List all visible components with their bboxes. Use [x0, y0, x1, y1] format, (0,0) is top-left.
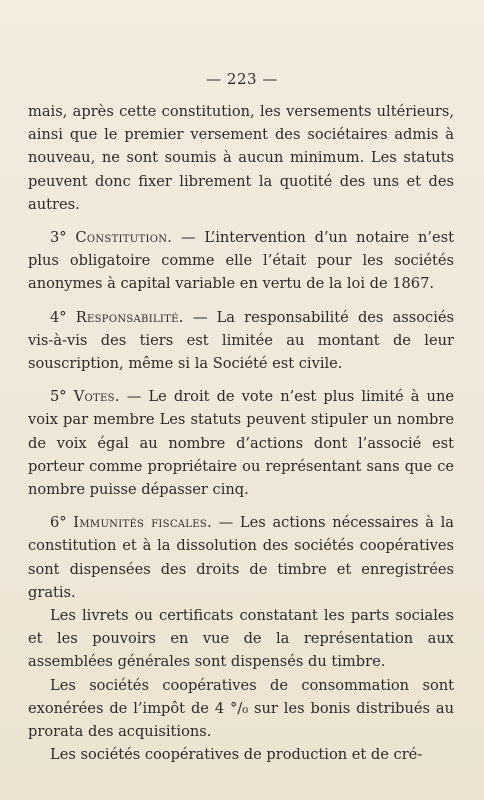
paragraph-responsabilite — [28, 306, 454, 376]
paragraph-text: — Le droit de vote n’est plus limité à une voix par membre Les statuts peuvent stipuler un nombre de voix égal au nombre d’actions dont l’associé est porteur comme propriétaire ou représentant sans que ce nombre puisse dépasser cinq. — [28, 388, 454, 499]
section-number: 5° — [50, 388, 67, 406]
paragraph-production — [28, 743, 454, 766]
section-number: 3° — [50, 229, 67, 247]
section-number: 6° — [50, 514, 67, 532]
paragraph-text: Les livrets ou certificats constatant les parts sociales et les pouvoirs en vue de la représentation aux assemblées générales sont dispensés du timbre. — [28, 607, 454, 671]
page-content — [28, 100, 454, 766]
paragraph-text: — La responsabilité des associés vis-à-vis des tiers est limitée au montant de leur souscription, même si la Société est civile. — [28, 308, 455, 373]
paragraph-livrets — [28, 604, 454, 674]
paragraph-text: — Les actions nécessaires à la constitution et à la dissolution des sociétés coopératives sont dispensées des droits de timbre et enregistrées gratis. — [28, 514, 454, 601]
paragraph-immunites-fiscales — [28, 511, 454, 604]
section-number: 4° — [50, 308, 67, 326]
paragraph-constitution — [28, 226, 454, 296]
section-heading: Constitution. — [75, 229, 173, 247]
section-heading: Immunités fiscales. — [73, 514, 212, 532]
paragraph-text: Les sociétés coopératives de consommation sont exonérées de l’impôt de 4 °/₀ sur les bonis distribués au prorata des acquisitions. — [28, 676, 454, 741]
paragraph-text: mais, après cette constitution, les versements ultérieurs, ainsi que le premier versement des sociétaires admis à nouveau, ne sont soumis à aucun minimum. Les statuts peuvent donc fixer librement la quotité des uns et des autres. — [28, 103, 454, 213]
paragraph-text: Les sociétés coopératives de production et de cré- — [50, 746, 423, 764]
paragraph-continuation — [28, 100, 454, 216]
section-heading: Votes. — [73, 388, 120, 406]
paragraph-text: — L’intervention d’un notaire n’est plus obligatoire comme elle l’était pour les sociétés anonymes à capital variable en vertu de la loi de 1867. — [28, 229, 455, 293]
page-number: — 223 — — [206, 70, 278, 88]
paragraph-votes — [28, 385, 454, 501]
paragraph-consommation — [28, 674, 454, 744]
section-heading: Responsabilité. — [75, 308, 184, 326]
